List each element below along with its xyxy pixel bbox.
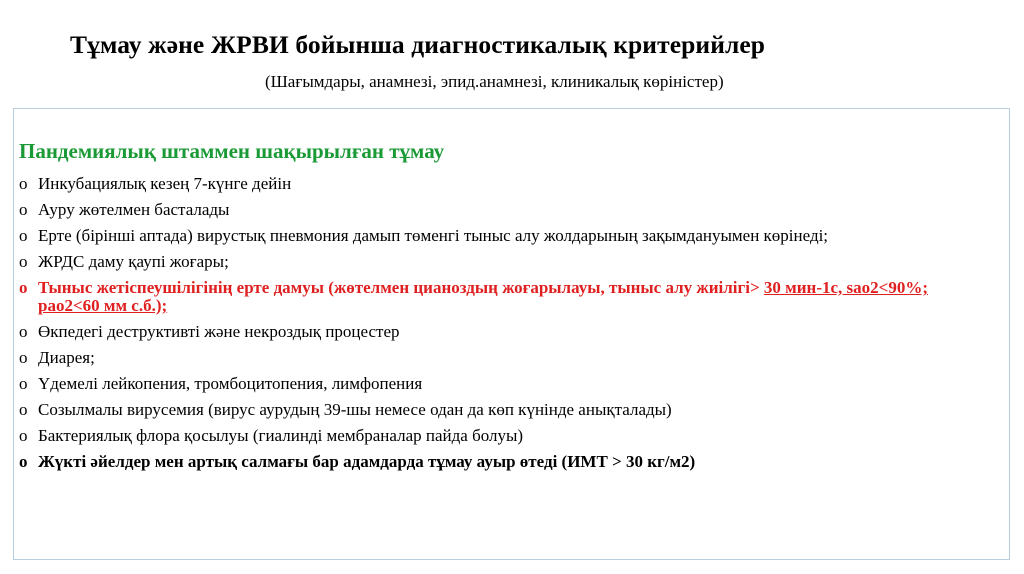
bullet-icon: o: [19, 452, 28, 471]
page-subtitle: (Шағымдары, анамнезі, эпид.анамнезі, клиникалық көріністер): [265, 72, 724, 91]
bullet-icon: o: [19, 322, 28, 341]
list-item-bacterial-flora: [19, 427, 979, 445]
list-item-text: Бактериялық флора қосылуы (гиалинді мембраналар пайда болуы): [38, 426, 524, 445]
bullet-icon: o: [19, 174, 28, 193]
list-item-text: Тыныс жетіспеушілігінің ерте дамуы (жөтелмен цианоздың жоғарылауы, тыныс алу жиілігі>: [38, 278, 764, 297]
bullet-icon: o: [19, 348, 28, 367]
bullet-icon: o: [19, 426, 28, 445]
list-item-lung-processes: [19, 323, 979, 341]
bullet-icon: o: [19, 226, 28, 245]
list-item-text: ЖРДС даму қаупі жоғары;: [38, 252, 229, 271]
bullet-icon: o: [19, 252, 28, 271]
list-item-text: Инкубациялық кезең 7-күнге дейін: [38, 174, 292, 193]
list-item-text: Жүкті әйелдер мен артық салмағы бар адамдарда тұмау ауыр өтеді (ИМТ > 30 кг/м2): [38, 452, 696, 471]
list-item-respiratory-failure: [19, 279, 979, 315]
list-item-pneumonia: [19, 227, 979, 245]
list-item-ards: [19, 253, 979, 271]
list-item-text: Диарея;: [38, 348, 95, 367]
bullet-icon: o: [19, 200, 28, 219]
list-item-incubation: [19, 175, 979, 193]
list-item-risk-groups: [19, 453, 979, 471]
bullet-icon: o: [19, 278, 28, 297]
list-item-text: Ауру жөтелмен басталады: [38, 200, 230, 219]
list-item-text: Созылмалы вирусемия (вирус аурудың 39-шы немесе одан да көп күнінде анықталады): [38, 400, 672, 419]
list-item-cytopenia: [19, 375, 979, 393]
list-item-underlined-text: 30 мин-1с, sao2<90%; pao2<60 мм с.б.);: [38, 278, 928, 315]
section-heading: Пандемиялық штаммен шақырылған тұмау: [19, 139, 445, 163]
list-item-onset: [19, 201, 979, 219]
page-title: Тұмау және ЖРВИ бойынша диагностикалық критерийлер: [70, 30, 766, 59]
list-item-diarrhea: [19, 349, 979, 367]
bullet-icon: o: [19, 374, 28, 393]
list-item-text: Ерте (бірінші аптада) вирустық пневмония дамып төменгі тыныс алу жолдарының зақымдануымен көрінеді;: [38, 226, 829, 245]
criteria-list: [19, 175, 979, 479]
list-item-text: Өкпедегі деструктивті және некроздық процестер: [38, 322, 400, 341]
list-item-text: Үдемелі лейкопения, тромбоцитопения, лимфопения: [38, 374, 423, 393]
list-item-viremia: [19, 401, 979, 419]
bullet-icon: o: [19, 400, 28, 419]
